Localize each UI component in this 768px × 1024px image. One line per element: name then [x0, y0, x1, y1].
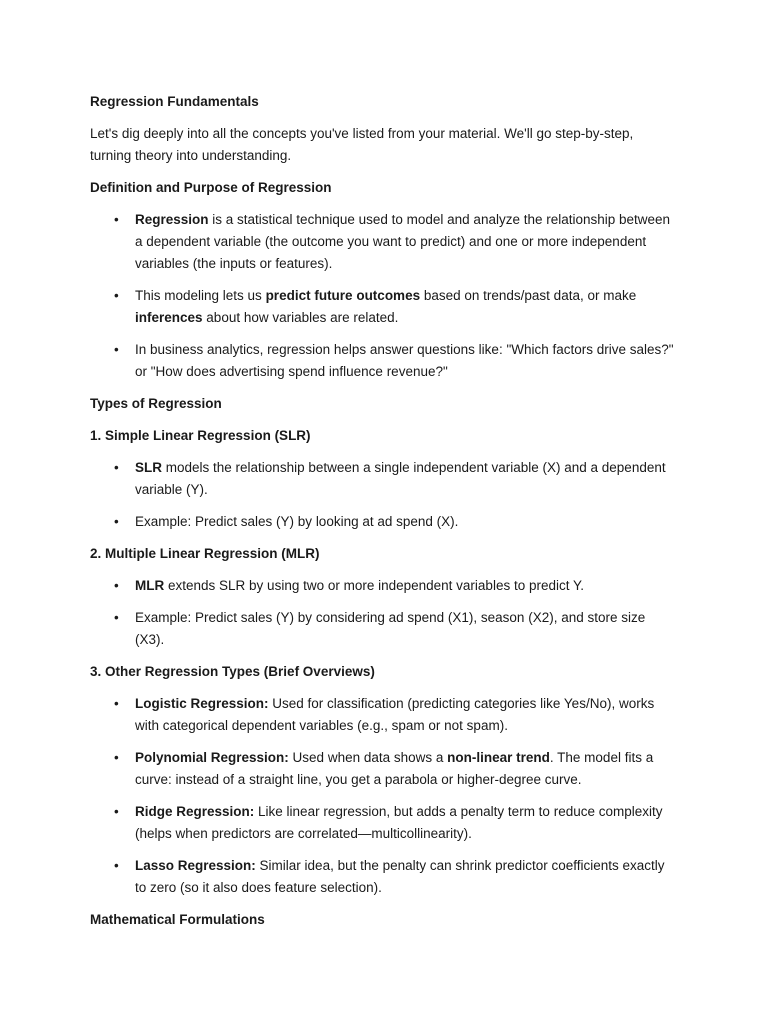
bullet: • — [114, 212, 119, 227]
list-item-text: Like linear regression, but adds a penalty term to reduce complexity (helps when predictors are correlated—multicollinearity). — [135, 804, 663, 841]
list-item — [90, 607, 678, 651]
list-item-text: . The model fits a curve: instead of a straight line, you get a parabola or higher-degree curve. — [135, 750, 654, 787]
other-types-list — [90, 693, 678, 899]
list-item — [90, 693, 678, 737]
bullet: • — [114, 610, 119, 625]
list-item-text: Used for classification (predicting categories like Yes/No), works with categorical dependent variables (e.g., spam or not spam). — [135, 696, 655, 733]
list-item-text: Example: Predict sales (Y) by looking at ad spend (X). — [135, 514, 459, 529]
definition-heading: Definition and Purpose of Regression — [90, 180, 332, 195]
bullet: • — [114, 696, 119, 711]
term-mlr: MLR — [135, 578, 165, 593]
list-item — [90, 285, 678, 329]
list-item-text: This modeling lets us — [135, 288, 266, 303]
bullet: • — [114, 342, 119, 357]
list-item-text: models the relationship between a single independent variable (X) and a dependent variable (Y). — [135, 460, 666, 497]
list-item — [90, 801, 678, 845]
mlr-heading: 2. Multiple Linear Regression (MLR) — [90, 546, 320, 561]
list-item — [90, 339, 678, 383]
other-types-heading: 3. Other Regression Types (Brief Overviews) — [90, 664, 375, 679]
bullet: • — [114, 578, 119, 593]
list-item — [90, 457, 678, 501]
intro-paragraph: Let's dig deeply into all the concepts you've listed from your material. We'll go step-by-step, turning theory into understanding. — [90, 126, 634, 163]
term-non-linear-trend: non-linear trend — [447, 750, 550, 765]
bullet: • — [114, 514, 119, 529]
list-item — [90, 209, 678, 275]
list-item-text: is a statistical technique used to model and analyze the relationship between a dependent variable (the outcome you want to predict) and one or more independent variables (the inputs or features). — [135, 212, 671, 271]
slr-heading: 1. Simple Linear Regression (SLR) — [90, 428, 311, 443]
list-item-text: based on trends/past data, or make — [420, 288, 637, 303]
list-item-text: Example: Predict sales (Y) by considering ad spend (X1), season (X2), and store size (X3). — [135, 610, 646, 647]
list-item-text: In business analytics, regression helps answer questions like: "Which factors drive sales?" or "How does advertising spend influence revenue?" — [135, 342, 674, 379]
list-item-text: extends SLR by using two or more independent variables to predict Y. — [164, 578, 585, 593]
term-logistic-regression: Logistic Regression: — [135, 696, 269, 711]
term-ridge-regression: Ridge Regression: — [135, 804, 255, 819]
list-item-text: about how variables are related. — [202, 310, 399, 325]
bullet: • — [114, 804, 119, 819]
list-item-text: Used when data shows a — [288, 750, 448, 765]
bullet: • — [114, 750, 119, 765]
bullet: • — [114, 858, 119, 873]
term-slr: SLR — [135, 460, 162, 475]
types-heading: Types of Regression — [90, 396, 222, 411]
math-heading: Mathematical Formulations — [90, 912, 265, 927]
term-inferences: inferences — [135, 310, 203, 325]
list-item-text: Similar idea, but the penalty can shrink predictor coefficients exactly to zero (so it also does feature selection). — [135, 858, 665, 895]
definition-list — [90, 209, 678, 383]
list-item — [90, 747, 678, 791]
term-lasso-regression: Lasso Regression: — [135, 858, 256, 873]
bullet: • — [114, 288, 119, 303]
term-predict-future-outcomes: predict future outcomes — [265, 288, 421, 303]
list-item — [90, 511, 678, 533]
document-title: Regression Fundamentals — [90, 94, 259, 109]
list-item — [90, 575, 678, 597]
slr-list — [90, 457, 678, 533]
term-polynomial-regression: Polynomial Regression: — [135, 750, 289, 765]
list-item — [90, 855, 678, 899]
bullet: • — [114, 460, 119, 475]
term-regression: Regression — [135, 212, 209, 227]
mlr-list — [90, 575, 678, 651]
